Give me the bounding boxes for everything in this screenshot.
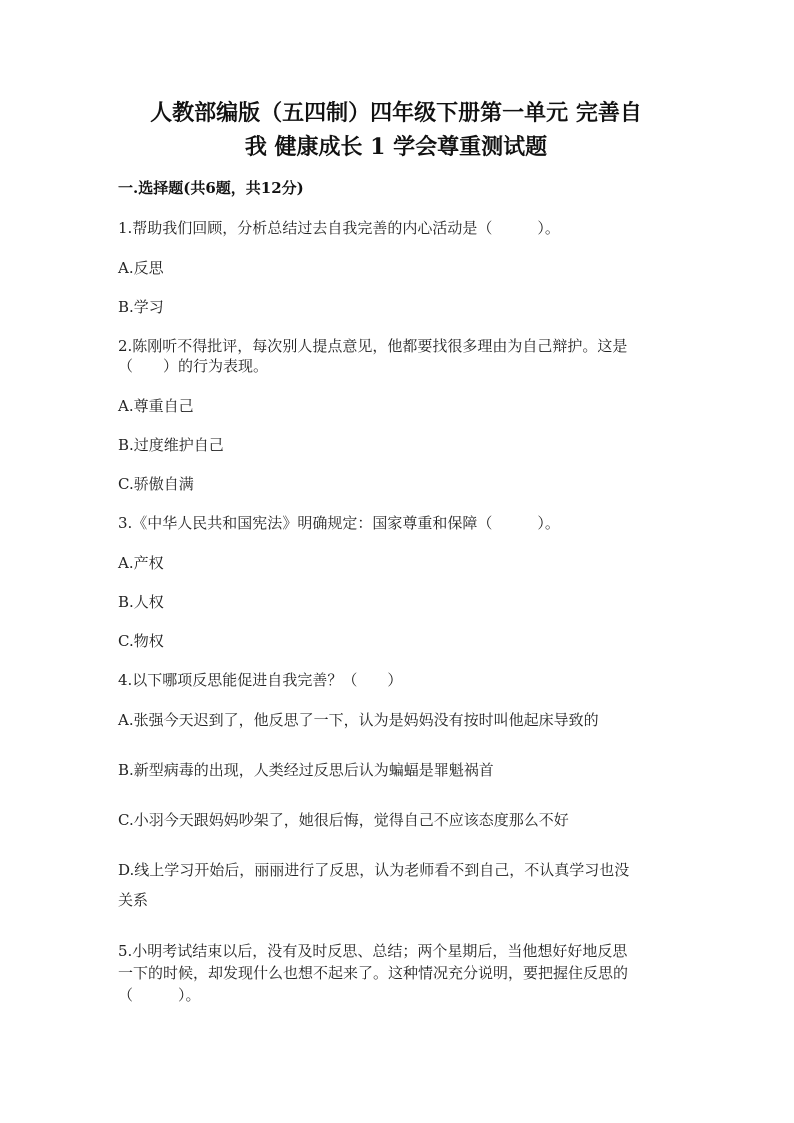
- question-2-option-a: A.尊重自己: [118, 397, 194, 415]
- question-4-option-d-continued: 关系: [118, 891, 149, 909]
- question-3-option-c: C.物权: [118, 632, 164, 650]
- section-heading: 一.选择题(共6题，共12分): [118, 179, 304, 197]
- question-5: [118, 940, 674, 1006]
- question-5-text-line-3: （ ）。: [118, 986, 201, 1004]
- question-4: [118, 670, 674, 690]
- question-4-option-d: D.线上学习开始后，丽丽进行了反思，认为老师看不到自己，不认真学习也没: [118, 861, 630, 879]
- page-title: [118, 96, 674, 164]
- question-1-option-a: A.反思: [118, 259, 164, 277]
- question-2-option-c: C.骄傲自满: [118, 475, 194, 493]
- question-1-text: 1.帮助我们回顾，分析总结过去自我完善的内心活动是（ ）。: [118, 219, 560, 237]
- question-3-option-a: A.产权: [118, 554, 164, 572]
- question-2: [118, 336, 674, 376]
- question-2-option-b: B.过度维护自己: [118, 436, 224, 454]
- question-2-text-line-1: 2.陈刚听不得批评，每次别人提点意见，他都要找很多理由为自己辩护。这是: [118, 337, 628, 355]
- question-4-option-a: A.张强今天迟到了，他反思了一下，认为是妈妈没有按时叫他起床导致的: [118, 711, 599, 729]
- question-1: [118, 218, 674, 238]
- question-1-option-b: B.学习: [118, 298, 164, 316]
- question-2-text-line-2: （ ）的行为表现。: [118, 357, 269, 375]
- title-line-1: 人教部编版（五四制）四年级下册第一单元 完善自: [150, 100, 642, 126]
- question-3-option-b: B.人权: [118, 593, 164, 611]
- question-4-option-b: B.新型病毒的出现，人类经过反思后认为蝙蝠是罪魁祸首: [118, 761, 494, 779]
- question-3-text: 3.《中华人民共和国宪法》明确规定：国家尊重和保障（ ）。: [118, 514, 560, 532]
- question-3: [118, 513, 674, 533]
- question-5-text-line-1: 5.小明考试结束以后，没有及时反思、总结；两个星期后，当他想好好地反思: [118, 942, 628, 960]
- title-line-2: 我 健康成长 1 学会尊重测试题: [244, 134, 548, 160]
- question-4-text: 4.以下哪项反思能促进自我完善？（ ）: [118, 671, 403, 689]
- question-4-option-c: C.小羽今天跟妈妈吵架了，她很后悔，觉得自己不应该态度那么不好: [118, 811, 569, 829]
- question-5-text-line-2: 一下的时候，却发现什么也想不起来了。这种情况充分说明，要把握住反思的: [118, 964, 629, 982]
